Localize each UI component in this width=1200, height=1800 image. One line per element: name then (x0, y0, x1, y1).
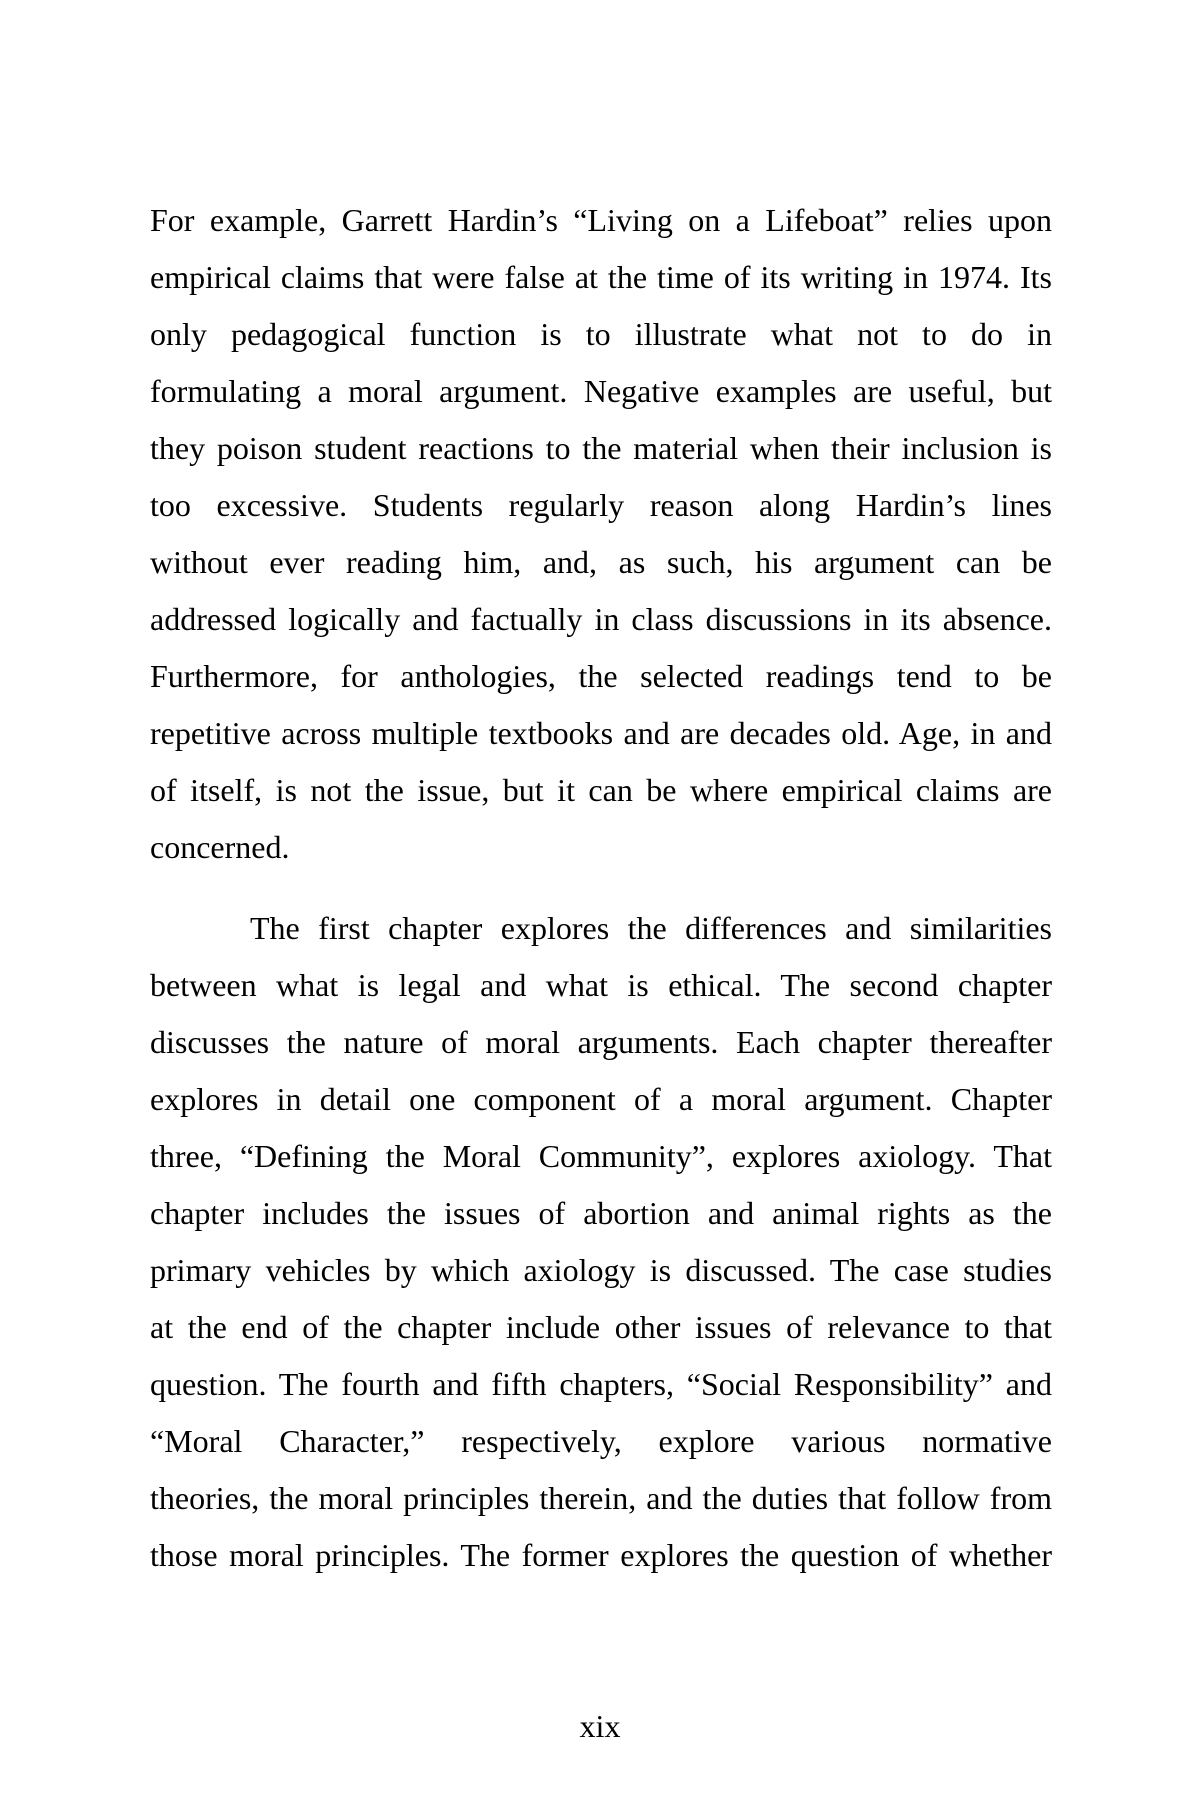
text-line: between what is legal and what is ethical. The second chapter (150, 967, 1052, 1003)
text-line: The first chapter explores the differences and similarities (250, 910, 1052, 946)
text-line: explores in detail one component of a moral argument. Chapter (150, 1081, 1052, 1117)
text-line: formulating a moral argument. Negative examples are useful, but (150, 373, 1052, 409)
text-line: For example, Garrett Hardin’s “Living on a Lifeboat” relies upon (150, 202, 1052, 238)
text-line: they poison student reactions to the material when their inclusion is (150, 430, 1052, 466)
text-line: concerned. (150, 829, 290, 865)
text-line: too excessive. Students regularly reason along Hardin’s lines (150, 487, 1052, 523)
text-line: repetitive across multiple textbooks and are decades old. Age, in and (150, 715, 1052, 751)
text-line: addressed logically and factually in class discussions in its absence. (150, 601, 1052, 637)
text-line: discusses the nature of moral arguments. Each chapter thereafter (150, 1024, 1052, 1060)
text-line: at the end of the chapter include other issues of relevance to that (150, 1309, 1052, 1345)
text-line: of itself, is not the issue, but it can be where empirical claims are (150, 772, 1052, 808)
text-line: three, “Defining the Moral Community”, explores axiology. That (150, 1138, 1052, 1174)
text-line: those moral principles. The former explores the question of whether (150, 1537, 1052, 1573)
text-line: “Moral Character,” respectively, explore various normative (150, 1423, 1052, 1459)
text-line: only pedagogical function is to illustrate what not to do in (150, 316, 1052, 352)
text-line: chapter includes the issues of abortion and animal rights as the (150, 1195, 1052, 1231)
text-line: without ever reading him, and, as such, his argument can be (150, 544, 1052, 580)
text-line: theories, the moral principles therein, and the duties that follow from (150, 1480, 1052, 1516)
page-text-block (150, 192, 1052, 1584)
text-line: primary vehicles by which axiology is discussed. The case studies (150, 1252, 1052, 1288)
text-line: empirical claims that were false at the time of its writing in 1974. Its (150, 259, 1052, 295)
text-line: question. The fourth and fifth chapters, “Social Responsibility” and (150, 1366, 1052, 1402)
page-number: xix (579, 1708, 621, 1744)
text-line: Furthermore, for anthologies, the selected readings tend to be (150, 658, 1052, 694)
paragraph (150, 192, 1052, 876)
paragraph (150, 900, 1052, 1584)
